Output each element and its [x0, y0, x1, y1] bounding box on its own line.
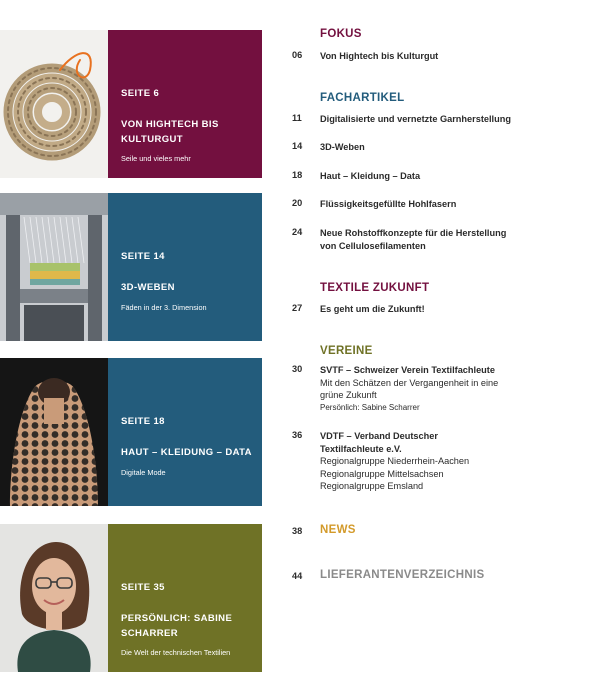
section-heading-news: NEWS — [320, 524, 356, 536]
section-heading-fachartikel: FACHARTIKEL — [320, 92, 405, 104]
feature-card-persoenlich[interactable] — [0, 524, 262, 672]
toc-page-number: 44 — [292, 571, 303, 581]
section-heading-fokus: FOKUS — [320, 28, 362, 40]
card-title: PERSÖNLICH: SABINE SCHARRER — [121, 613, 233, 639]
toc-page-number: 06 — [292, 50, 303, 60]
toc-page-number: 30 — [292, 364, 303, 374]
toc-line: Regionalgruppe Niederrhein-Aachen — [320, 456, 470, 466]
section-heading-vereine: VEREINE — [320, 345, 373, 357]
weaving-machine-image — [0, 193, 108, 341]
card-title: 3D-WEBEN — [121, 282, 175, 293]
portrait-image — [0, 524, 108, 672]
toc-line: Regionalgruppe Mittelsachsen — [320, 468, 444, 479]
card-subtitle: Digitale Mode — [121, 468, 166, 477]
section-heading-textile-zukunft: TEXTILE ZUKUNFT — [320, 282, 430, 294]
feature-card-digitale-mode[interactable] — [0, 358, 262, 506]
feature-card-3d-weben[interactable] — [0, 193, 262, 341]
toc-title-line2: Textilfachleute e.V. — [320, 443, 402, 454]
card-page-number: SEITE 18 — [121, 416, 165, 427]
feature-card-hightech[interactable] — [0, 30, 262, 178]
toc-page-number: 38 — [292, 526, 303, 536]
hexagon-body-image — [0, 358, 108, 506]
card-subtitle: Die Welt der technischen Textilien — [121, 648, 231, 657]
toc-title: Es geht um die Zukunft! — [320, 304, 425, 314]
toc-title: Haut – Kleidung – Data — [320, 171, 421, 181]
rope-coil-image — [0, 30, 108, 178]
toc-page-number: 27 — [292, 303, 303, 313]
toc-page-number: 18 — [292, 170, 303, 180]
card-title: HAUT – KLEIDUNG – DATA — [121, 447, 252, 458]
card-title: VON HIGHTECH BIS KULTURGUT — [121, 119, 219, 145]
card-subtitle: Fäden in der 3. Dimension — [121, 303, 207, 312]
toc-title: 3D-Weben — [320, 142, 365, 152]
toc-title: VDTF – Verband Deutscher — [320, 431, 438, 441]
card-subtitle: Seile und vieles mehr — [121, 154, 191, 163]
toc-title: Von Hightech bis Kulturgut — [320, 51, 439, 61]
toc-note: Persönlich: Sabine Scharrer — [320, 402, 420, 412]
toc-page-number: 11 — [292, 113, 302, 123]
section-heading-lieferantenverzeichnis: LIEFERANTENVERZEICHNIS — [320, 569, 485, 581]
toc-title-line2: von Cellulosefilamenten — [320, 240, 426, 251]
toc-title: Neue Rohstoffkonzepte für die Herstellung — [320, 228, 507, 238]
toc-title: Flüssigkeitsgefüllte Hohlfasern — [320, 199, 457, 209]
toc-title: SVTF – Schweizer Verein Textilfachleute — [320, 365, 495, 375]
toc-page-number: 14 — [292, 141, 303, 151]
toc-title: Digitalisierte und vernetzte Garnherstellung — [320, 114, 511, 124]
toc-page-number: 24 — [292, 227, 303, 237]
toc-line: grüne Zukunft — [320, 390, 377, 400]
card-page-number: SEITE 14 — [121, 251, 165, 262]
toc-page-number: 20 — [292, 198, 303, 208]
toc-page-number: 36 — [292, 430, 303, 440]
toc-line: Mit den Schätzen der Vergangenheit in eine — [320, 377, 499, 388]
card-page-number: SEITE 35 — [121, 582, 165, 593]
toc-line: Regionalgruppe Emsland — [320, 481, 424, 491]
card-page-number: SEITE 6 — [121, 88, 160, 99]
